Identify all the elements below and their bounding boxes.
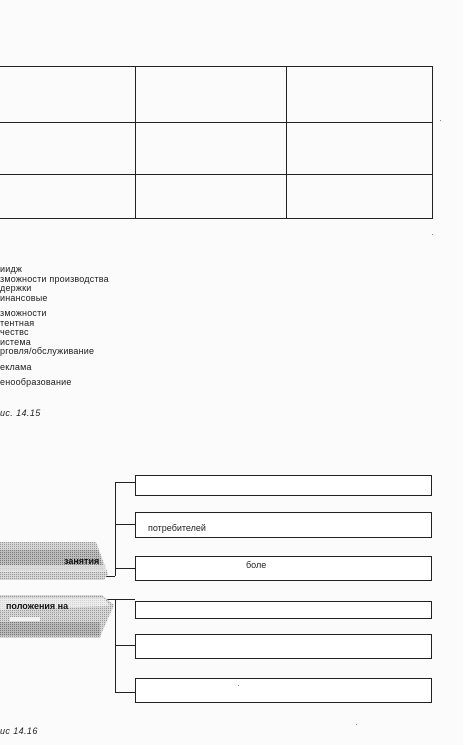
table-column-divider — [135, 67, 136, 218]
scan-speck — [238, 685, 239, 686]
diagram-box — [135, 634, 432, 659]
table-column-divider — [286, 67, 287, 218]
diagram-box — [135, 678, 432, 703]
list-item: тентная — [0, 317, 35, 328]
scan-speck — [432, 234, 433, 235]
list-item: зможности — [0, 308, 47, 318]
table-row-divider — [0, 174, 432, 175]
list-item: енообразование — [0, 377, 72, 387]
figure-caption: ис. 14.15 — [0, 408, 41, 418]
list-item: держки — [0, 283, 32, 293]
banner-upper-strip — [0, 565, 106, 572]
list-item: зможности производства — [0, 273, 109, 284]
box-label: потребителей — [148, 523, 206, 533]
table-row-divider — [0, 122, 432, 123]
banner-label-upper: занятия — [64, 556, 100, 566]
list-item: еклама — [0, 361, 32, 372]
banner-lower-strip — [10, 617, 40, 621]
diagram-box — [135, 475, 432, 496]
banner-graphic — [0, 470, 130, 710]
banner-lower-shade — [0, 622, 100, 636]
list-item: чествс — [0, 327, 29, 337]
scan-speck — [356, 724, 357, 725]
list-item: рговля/обслуживание — [0, 346, 95, 356]
list-item: истема — [0, 336, 31, 347]
diagram-box — [135, 601, 432, 619]
scan-speck — [440, 120, 441, 121]
diagram — [0, 470, 463, 710]
banner-label-lower: положения на — [6, 601, 69, 611]
box-label: боле — [246, 560, 267, 570]
list-item: инансовые — [0, 292, 48, 303]
diagram-box — [135, 556, 432, 581]
figure-caption: ис 14.16 — [0, 726, 38, 736]
factor-list — [0, 265, 200, 388]
list-item: иидж — [0, 264, 23, 274]
table-grid — [0, 66, 433, 219]
